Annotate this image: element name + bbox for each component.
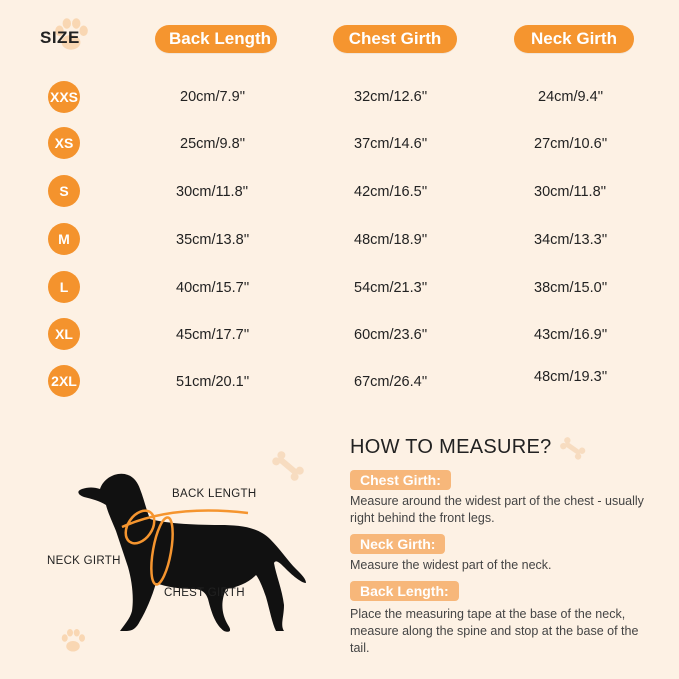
size-column-header: SIZE [40,28,80,47]
chest-girth-cell: 37cm/14.6'' [354,136,428,152]
chest-girth-label: CHEST GIRTH [164,587,245,599]
chest-girth-cell: 67cm/26.4'' [354,374,428,390]
back-length-label: BACK LENGTH [172,488,257,500]
neck-girth-cell: 34cm/13.3'' [534,232,608,248]
back-length-cell: 51cm/20.1'' [176,374,250,390]
chest-girth-cell: 32cm/12.6'' [354,89,428,105]
back-length-description: Place the measuring tape at the base of the neck, measure along the spine and stop at the base of the tail. [350,607,639,655]
neck-girth-cell: 27cm/10.6'' [534,136,608,152]
size-badge: M [48,223,80,255]
size-badge: XS [48,127,80,159]
neck-girth-cell: 38cm/15.0'' [534,280,608,296]
back-length-cell: 25cm/9.8'' [180,136,246,152]
bone-icon [558,434,588,462]
back-length-cell: 45cm/17.7'' [176,327,250,343]
neck-girth-cell: 43cm/16.9'' [534,327,608,343]
size-badge: 2XL [48,365,80,397]
back-length-header: Back Length [155,25,277,53]
size-badge: XXS [48,81,80,113]
chest-girth-cell: 42cm/16.5'' [354,184,428,200]
chest-girth-cell: 60cm/23.6'' [354,327,428,343]
back-length-cell: 40cm/15.7'' [176,280,250,296]
size-badge: L [48,271,80,303]
size-badge: XL [48,318,80,350]
chest-girth-cell: 48cm/18.9'' [354,232,428,248]
neck-girth-cell: 24cm/9.4'' [538,89,604,105]
neck-girth-description: Measure the widest part of the neck. [350,558,552,572]
back-length-cell: 30cm/11.8'' [176,184,249,200]
how-to-measure-title: HOW TO MEASURE? [350,436,552,458]
chest-girth-header: Chest Girth [333,25,457,53]
neck-girth-header: Neck Girth [514,25,634,53]
back-length-cell: 20cm/7.9'' [180,89,246,105]
neck-girth-cell: 30cm/11.8'' [534,184,607,200]
size-badge: S [48,175,80,207]
chest-girth-description: Measure around the widest part of the chest - usually right behind the front legs. [350,494,644,525]
neck-girth-tag: Neck Girth: [350,534,445,554]
chest-girth-tag: Chest Girth: [350,470,451,490]
neck-girth-cell: 48cm/19.3'' [534,369,608,385]
chest-girth-cell: 54cm/21.3'' [354,280,428,296]
neck-girth-label: NECK GIRTH [47,555,121,567]
back-length-cell: 35cm/13.8'' [176,232,250,248]
back-length-tag: Back Length: [350,581,459,601]
